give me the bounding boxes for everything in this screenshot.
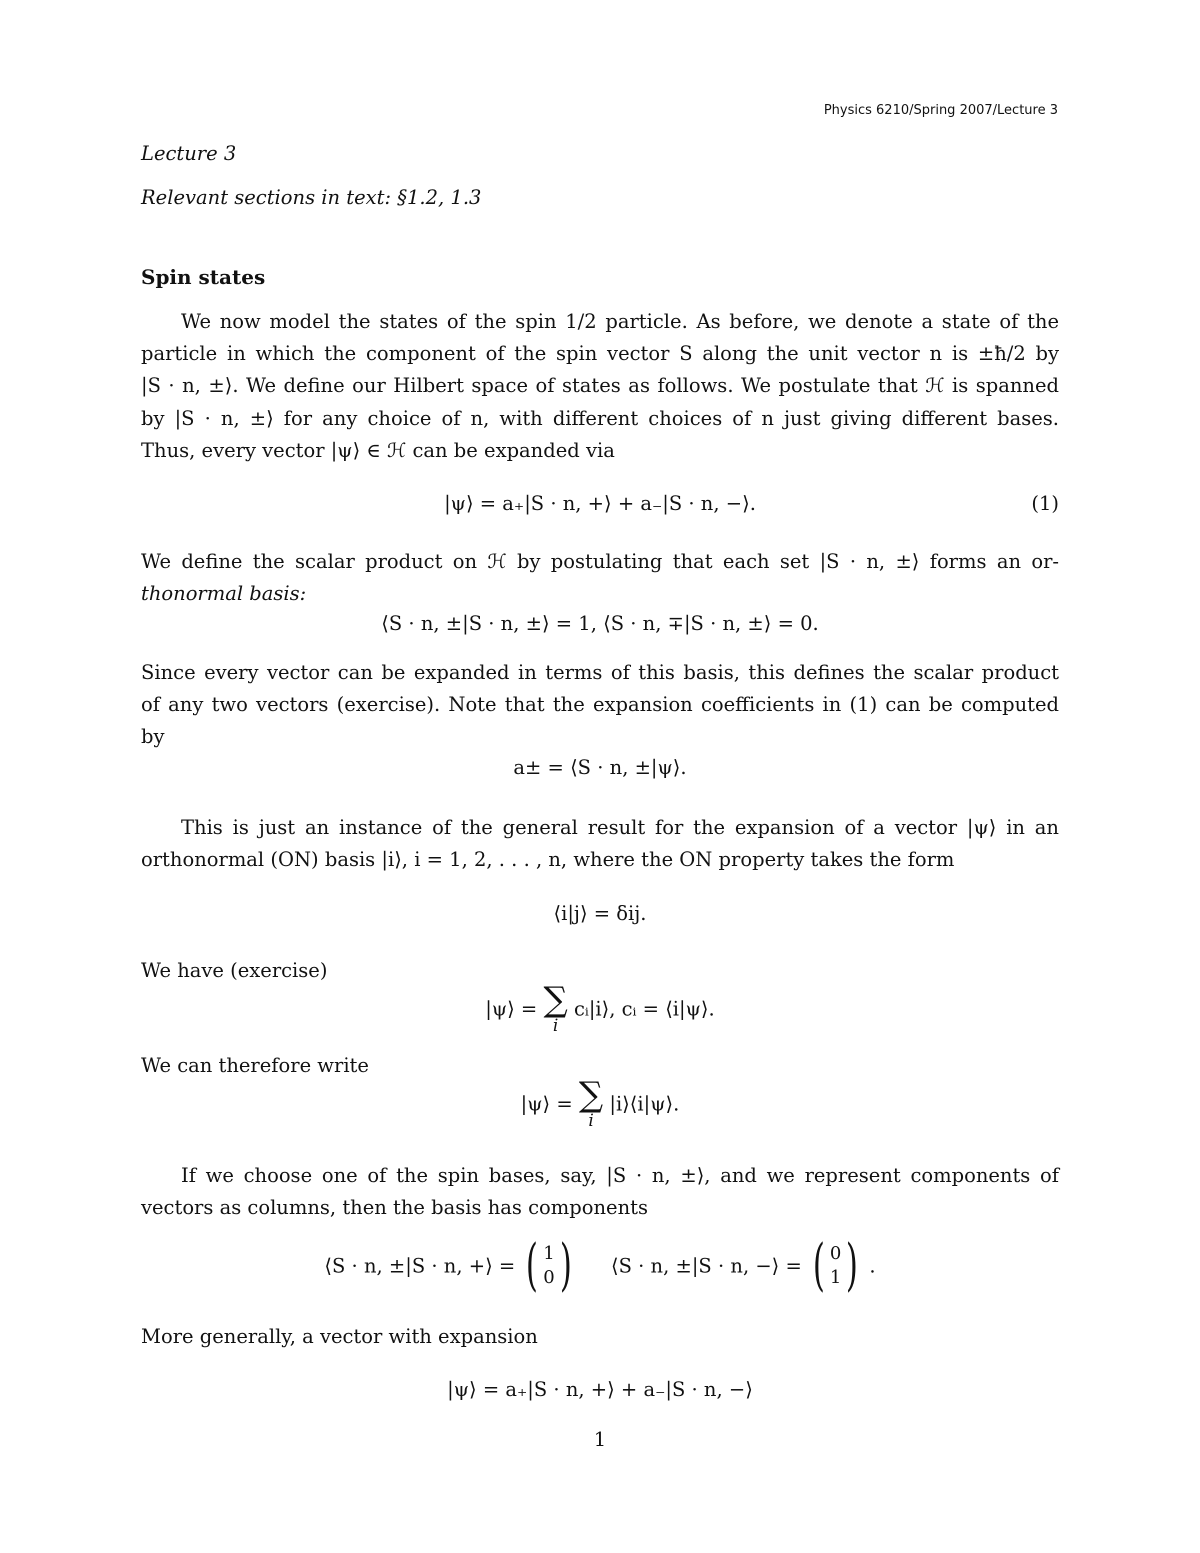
running-head: Physics 6210/Spring 2007/Lecture 3 [823, 103, 1058, 118]
right-paren: ) [846, 1233, 859, 1298]
equation-2: ⟨S · n, ±|S · n, ±⟩ = 1, ⟨S · n, ∓|S · n, ±⟩ = 0. [381, 612, 819, 635]
para1-line4: by |S · n, ±⟩ for any choice of n, with different choices of n just giving different bases. [141, 407, 1059, 430]
vector-top: 0 [829, 1243, 842, 1264]
para1-line5: Thus, every vector |ψ⟩ ∈ ℋ can be expanded via [141, 439, 615, 462]
equation-5-lhs: |ψ⟩ = [485, 997, 538, 1021]
equation-5 [141, 980, 1059, 1036]
para1-line3: |S · n, ±⟩. We define our Hilbert space of states as follows. We postulate that ℋ is spanned [141, 374, 1059, 397]
equation-4: ⟨i|j⟩ = δij. [553, 902, 647, 925]
page-number: 1 [593, 1428, 607, 1451]
equation-7-lhs2: ⟨S · n, ±|S · n, −⟩ = [611, 1254, 802, 1278]
relevant-sections: Relevant sections in text: §1.2, 1.3 [141, 186, 482, 209]
equation-7-lhs1: ⟨S · n, ±|S · n, +⟩ = [324, 1254, 516, 1278]
para6-line1: We can therefore write [141, 1054, 369, 1077]
para7-line1: If we choose one of the spin bases, say, |S · n, ±⟩, and we represent components of [181, 1164, 1059, 1187]
para8-line1: More generally, a vector with expansion [141, 1325, 538, 1348]
para4-line2: orthonormal (ON) basis |i⟩, i = 1, 2, . . . , n, where the ON property takes the form [141, 848, 955, 871]
vector-bottom: 0 [543, 1267, 555, 1288]
equation-1: |ψ⟩ = a₊|S · n, +⟩ + a₋|S · n, −⟩. [444, 492, 756, 515]
para3-line3: by [141, 725, 165, 748]
lecture-title: Lecture 3 [141, 142, 237, 165]
vector-top: 1 [543, 1243, 555, 1264]
para1-line1: We now model the states of the spin 1/2 particle. As before, we denote a state of the [181, 310, 1059, 333]
sum-symbol: ∑ [543, 980, 568, 1020]
para2-line1: We define the scalar product on ℋ by postulating that each set |S · n, ±⟩ forms an or- [141, 550, 1059, 573]
sum-index: i [552, 1016, 559, 1036]
equation-6-lhs: |ψ⟩ = [520, 1092, 573, 1116]
equation-3: a± = ⟨S · n, ±|ψ⟩. [513, 756, 687, 779]
equation-5-rhs: cᵢ|i⟩, cᵢ = ⟨i|ψ⟩. [573, 997, 715, 1021]
para1-line2: particle in which the component of the spin vector S along the unit vector n is ±ħ/2 by [141, 342, 1059, 365]
equation-8: |ψ⟩ = a₊|S · n, +⟩ + a₋|S · n, −⟩ [447, 1378, 753, 1401]
equation-6 [141, 1075, 1059, 1131]
column-vector-plus [521, 1233, 576, 1298]
right-paren: ) [559, 1233, 572, 1298]
left-paren: ( [812, 1233, 825, 1298]
para3-line2: of any two vectors (exercise). Note that the expansion coefficients in (1) can be computed [141, 693, 1059, 716]
equation-1-number: (1) [1031, 492, 1059, 515]
section-heading: Spin states [141, 265, 266, 289]
equation-5-sum [543, 980, 568, 1036]
para2-line2: thonormal basis: [141, 582, 307, 605]
left-paren: ( [526, 1233, 539, 1298]
vector-bottom: 1 [829, 1267, 842, 1288]
para3-line1: Since every vector can be expanded in terms of this basis, this defines the scalar product [141, 661, 1059, 684]
para4-line1: This is just an instance of the general result for the expansion of a vector |ψ⟩ in an [181, 816, 1059, 839]
para5-line1: We have (exercise) [141, 959, 328, 982]
equation-6-rhs: |i⟩⟨i|ψ⟩. [609, 1092, 680, 1116]
sum-index: i [588, 1111, 594, 1131]
equation-7-end: . [869, 1254, 876, 1278]
equation-6-sum [578, 1075, 604, 1131]
column-vector-minus [808, 1233, 863, 1298]
para7-line2: vectors as columns, then the basis has components [141, 1196, 648, 1219]
sum-symbol: ∑ [578, 1075, 604, 1115]
equation-7 [141, 1233, 1059, 1298]
